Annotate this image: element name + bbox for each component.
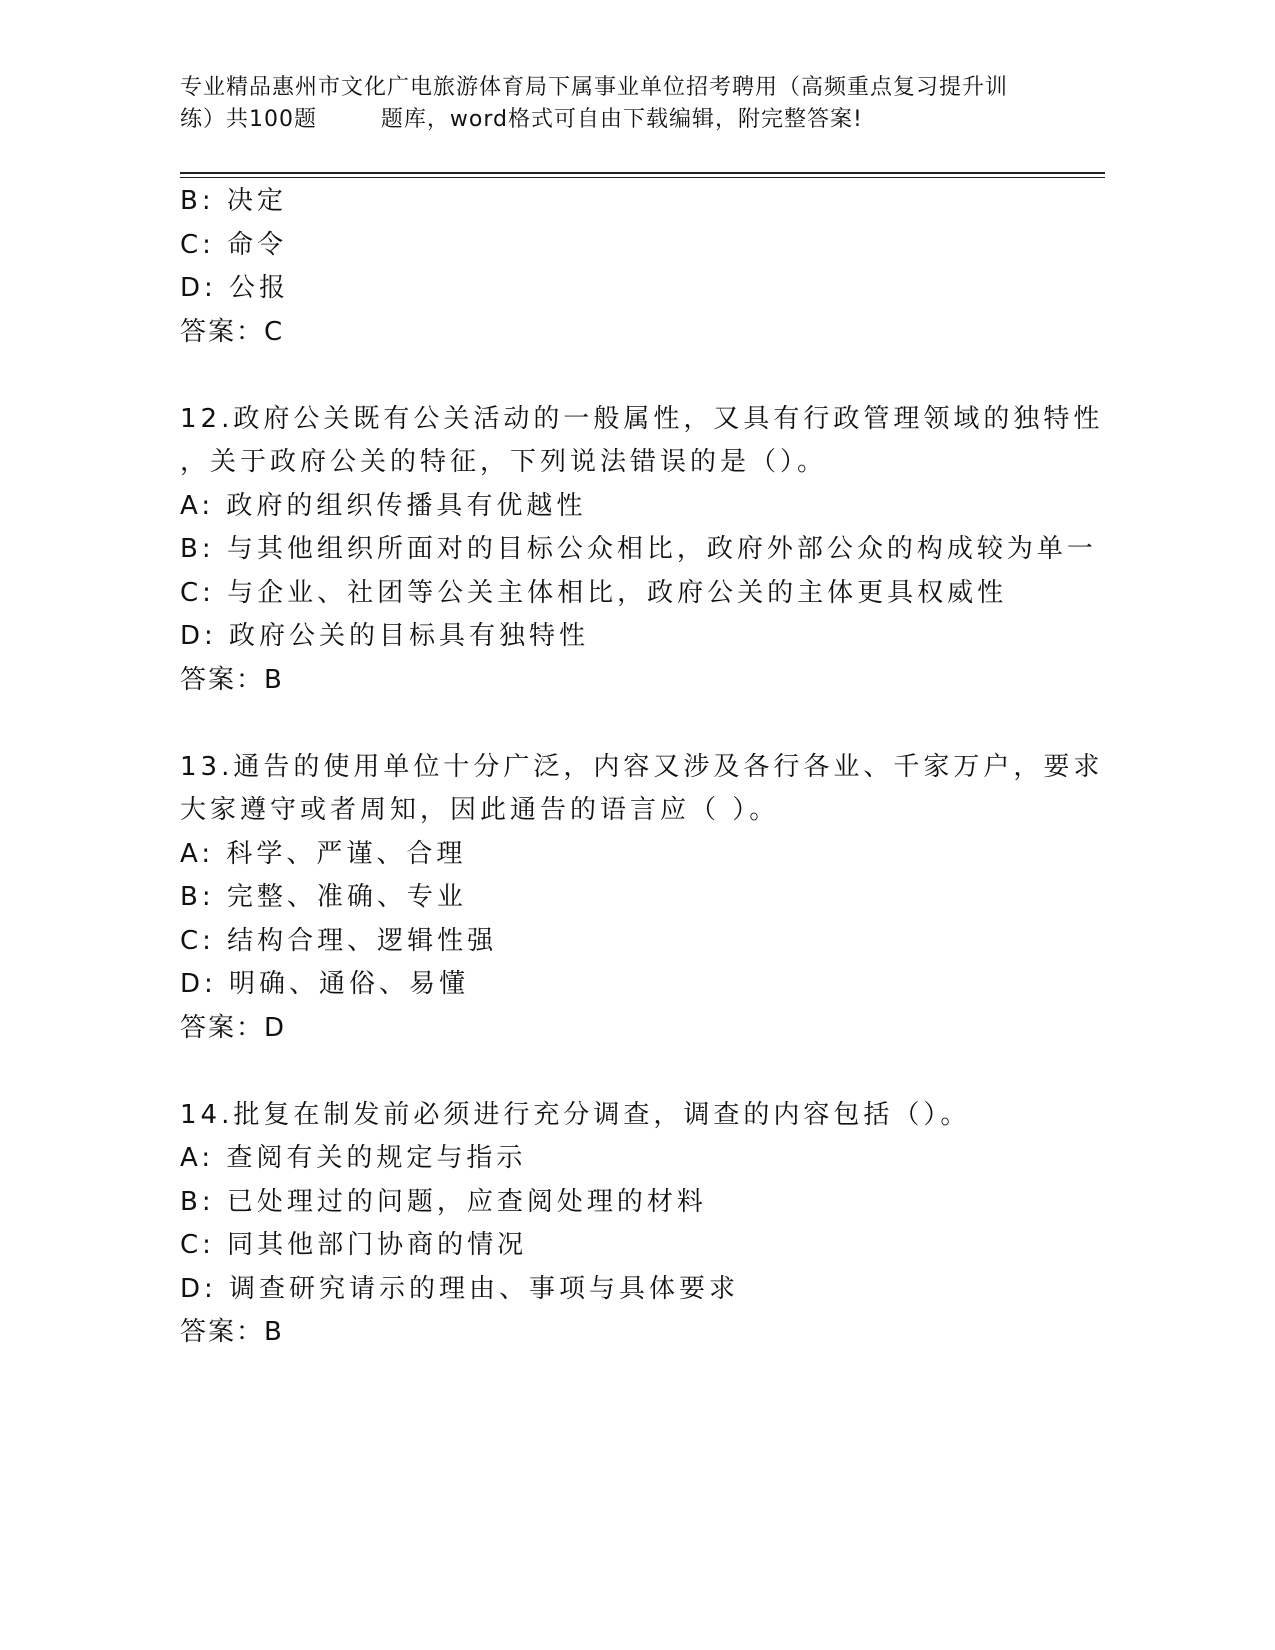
spacer — [180, 354, 1080, 398]
question-block-11 — [180, 180, 1080, 354]
question-block-13 — [180, 746, 1104, 1051]
answer-line: 答案：C — [180, 316, 285, 347]
header-title-line-2: 练）共100题 题库，word格式可自由下载编辑，附完整答案! — [180, 107, 863, 132]
option-d: D: 明确、通俗、易懂 — [180, 969, 470, 999]
question-block-12 — [180, 398, 1104, 703]
option-a: A: 查阅有关的规定与指示 — [180, 1143, 527, 1173]
header-divider-thin — [180, 177, 1105, 178]
question-text-line: 14.批复在制发前必须进行充分调查，调查的内容包括（）。 — [180, 1099, 971, 1130]
question-block-14 — [180, 1094, 1080, 1355]
document-header — [180, 72, 1080, 136]
option-d: D: 公报 — [180, 273, 290, 303]
question-text-line: 12.政府公关既有公关活动的一般属性，又具有行政管理领域的独特性 — [180, 403, 1104, 434]
answer-line: 答案：B — [180, 664, 284, 695]
spacer — [180, 1050, 1080, 1094]
answer-line: 答案：D — [180, 1012, 287, 1043]
option-b: B: 与其他组织所面对的目标公众相比，政府外部公众的构成较为单一 — [180, 534, 1097, 564]
header-title-line-1: 专业精品惠州市文化广电旅游体育局下属事业单位招考聘用（高频重点复习提升训 — [180, 75, 1009, 100]
option-d: D: 调查研究请示的理由、事项与具体要求 — [180, 1273, 740, 1304]
spacer — [180, 702, 1080, 746]
option-b: B: 完整、准确、专业 — [180, 882, 467, 912]
question-text-line: 13.通告的使用单位十分广泛，内容又涉及各行各业、千家万户，要求 — [180, 751, 1104, 782]
answer-line: 答案：B — [180, 1317, 284, 1347]
question-text-line: 大家遵守或者周知，因此通告的语言应（ ）。 — [180, 795, 780, 825]
option-c: C: 结构合理、逻辑性强 — [180, 925, 498, 956]
option-c: C: 与企业、社团等公关主体相比，政府公关的主体更具权威性 — [180, 577, 1008, 608]
option-b: B: 决定 — [180, 186, 287, 216]
option-d: D: 政府公关的目标具有独特性 — [180, 621, 590, 651]
option-a: A: 政府的组织传播具有优越性 — [180, 490, 587, 521]
option-c: C: 同其他部门协商的情况 — [180, 1230, 528, 1260]
question-list — [180, 180, 1104, 1355]
option-a: A: 科学、严谨、合理 — [180, 838, 467, 869]
option-b: B: 已处理过的问题，应查阅处理的材料 — [180, 1186, 707, 1217]
header-divider-thick — [180, 172, 1105, 174]
question-text-line: ，关于政府公关的特征，下列说法错误的是（）。 — [180, 447, 828, 477]
option-c: C: 命令 — [180, 229, 288, 260]
